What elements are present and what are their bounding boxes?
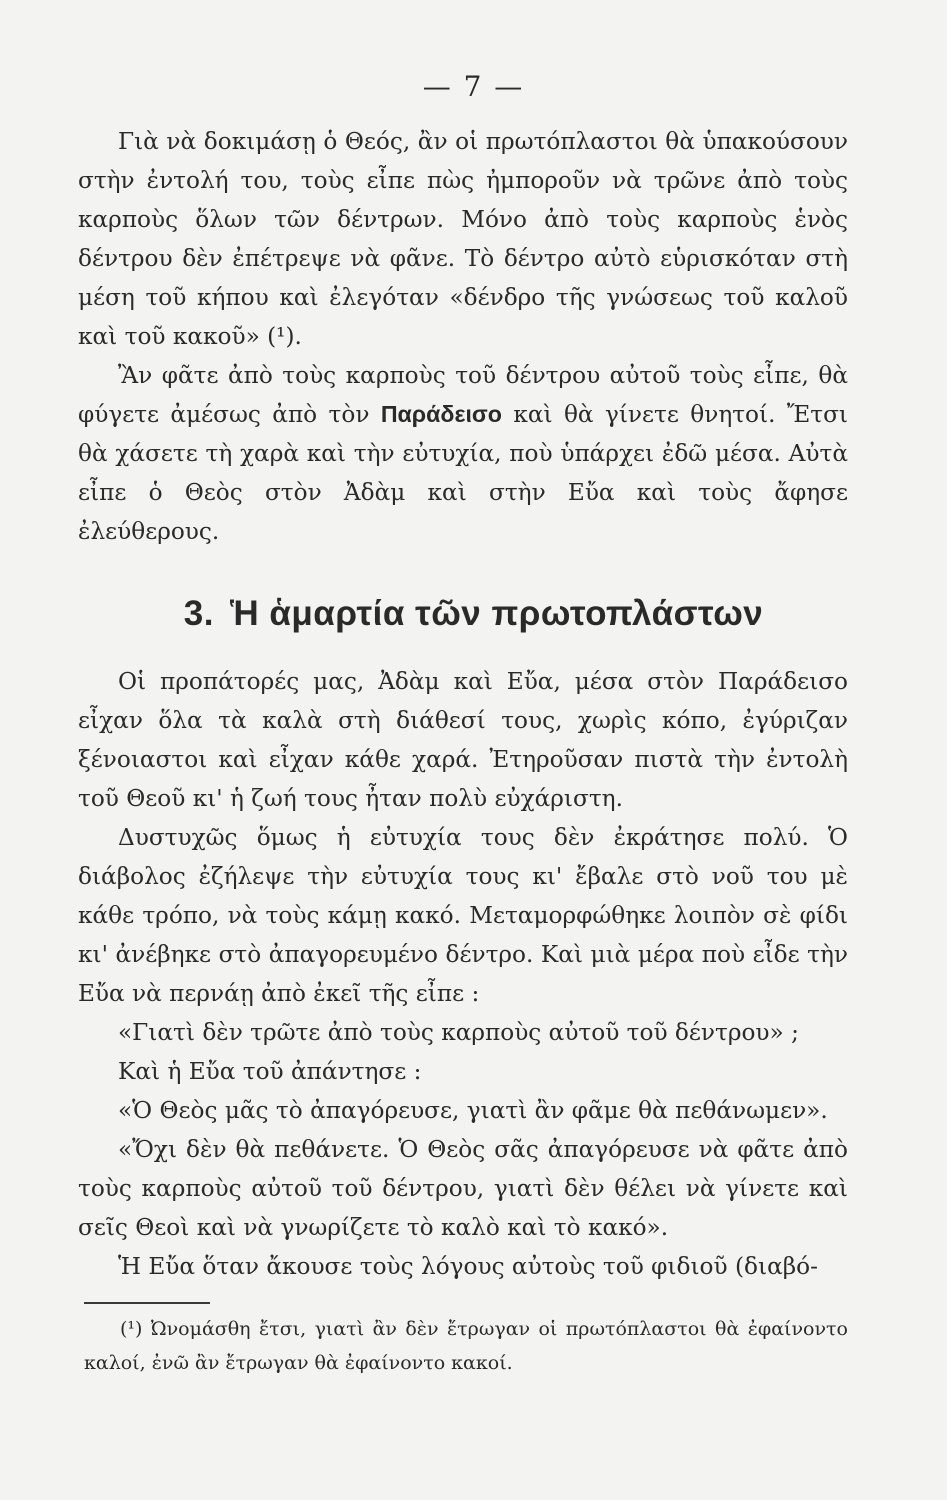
section-body-top xyxy=(78,122,848,551)
footnote xyxy=(84,1312,848,1380)
paragraph: Οἱ προπάτορές μας, Ἀδὰμ καὶ Εὔα, μέσα στὸν Παράδεισο εἶχαν ὅλα τὰ καλὰ στὴ διάθεσί τους, χωρὶς κόπο, ἐγύριζαν ξένοιαστοι καὶ εἶχαν κάθε χαρά. Ἐτηροῦσαν πιστὰ τὴν ἐντολὴ τοῦ Θεοῦ κι' ἡ ζωή τους ἦταν πολὺ εὐχάριστη. xyxy=(78,668,848,812)
paragraph xyxy=(78,356,848,551)
emphasized-term: Παράδεισο xyxy=(380,401,502,427)
section-title: Ἡ ἁμαρτία τῶν πρωτοπλάστων xyxy=(229,594,764,633)
dialogue-line: Καὶ ἡ Εὔα τοῦ ἀπάντησε : xyxy=(118,1058,422,1085)
dialogue-line: «Γιατὶ δὲν τρῶτε ἀπὸ τοὺς καρποὺς αὐτοῦ τοῦ δέντρου» ; xyxy=(118,1019,799,1046)
footnote-text: (¹) Ὠνομάσθη ἔτσι, γιατὶ ἂν δὲν ἔτρωγαν οἱ πρωτόπλαστοι θὰ ἐφαίνοντο καλοί, ἐνῶ ἂν ἔτρωγαν θὰ ἐφαίνοντο κακοί. xyxy=(84,1318,848,1374)
section-body-bottom xyxy=(78,662,848,1286)
paragraph: Γιὰ νὰ δοκιμάσῃ ὁ Θεός, ἂν οἱ πρωτόπλαστοι θὰ ὑπακούσουν στὴν ἐντολή του, τοὺς εἶπε πὼς ἠμποροῦν νὰ τρῶνε ἀπὸ τοὺς καρποὺς ὅλων τῶν δέντρων. Μόνο ἀπὸ τοὺς καρποὺς ἑνὸς δέντρου δὲν ἐπέτρεψε νὰ φᾶνε. Τὸ δέντρο αὐτὸ εὑρισκόταν στὴ μέση τοῦ κήπου καὶ ἐλεγόταν «δένδρο τῆς γνώσεως τοῦ καλοῦ καὶ τοῦ κακοῦ» (¹). xyxy=(78,128,848,350)
dialogue-line: «Ὁ Θεὸς μᾶς τὸ ἀπαγόρευσε, γιατὶ ἂν φᾶμε θὰ πεθάνωμεν». xyxy=(118,1097,828,1124)
section-heading xyxy=(0,594,947,634)
dialogue-line: «Ὄχι δὲν θὰ πεθάνετε. Ὁ Θεὸς σᾶς ἀπαγόρευσε νὰ φᾶτε ἀπὸ τοὺς καρποὺς αὐτοῦ τοῦ δέντρου, γιατὶ δὲν θέλει νὰ γίνετε καὶ σεῖς Θεοὶ καὶ νὰ γνωρίζετε τὸ καλὸ καὶ τὸ κακό». xyxy=(78,1136,848,1241)
section-number: 3. xyxy=(183,594,214,633)
paragraph: Ἡ Εὔα ὅταν ἄκουσε τοὺς λόγους αὐτοὺς τοῦ φιδιοῦ (διαβό- xyxy=(118,1253,818,1280)
paragraph-text: καὶ θὰ γίνετε θνητοί. Ἔτσι θὰ χάσετε τὴ χαρὰ καὶ τὴν εὐτυχία, ποὺ ὑπάρχει ἐδῶ μέσα. Αὐτὰ εἶπε ὁ Θεὸς στὸν Ἀδὰμ καὶ στὴν Εὔα καὶ τοὺς ἄφησε ἐλεύθερους. xyxy=(78,401,848,545)
paragraph: Δυστυχῶς ὅμως ἡ εὐτυχία τους δὲν ἐκράτησε πολύ. Ὁ διάβολος ἐζήλεψε τὴν εὐτυχία τους κι' ἔβαλε στὸ νοῦ του μὲ κάθε τρόπο, νὰ τοὺς κάμῃ κακό. Μεταμορφώθηκε λοιπὸν σὲ φίδι κι' ἀνέβηκε στὸ ἀπαγορευμένο δέντρο. Καὶ μιὰ μέρα ποὺ εἶδε τὴν Εὔα νὰ περνάῃ ἀπὸ ἐκεῖ τῆς εἶπε : xyxy=(78,824,848,1007)
paragraph-text: Ἂν φᾶτε ἀπὸ τοὺς καρποὺς τοῦ δέντρου αὐτοῦ τοὺς εἶπε, θὰ φύγετε ἀμέσως ἀπὸ τὸν xyxy=(78,362,848,428)
page-number: — 7 — xyxy=(422,70,525,103)
footnote-divider xyxy=(84,1302,210,1304)
